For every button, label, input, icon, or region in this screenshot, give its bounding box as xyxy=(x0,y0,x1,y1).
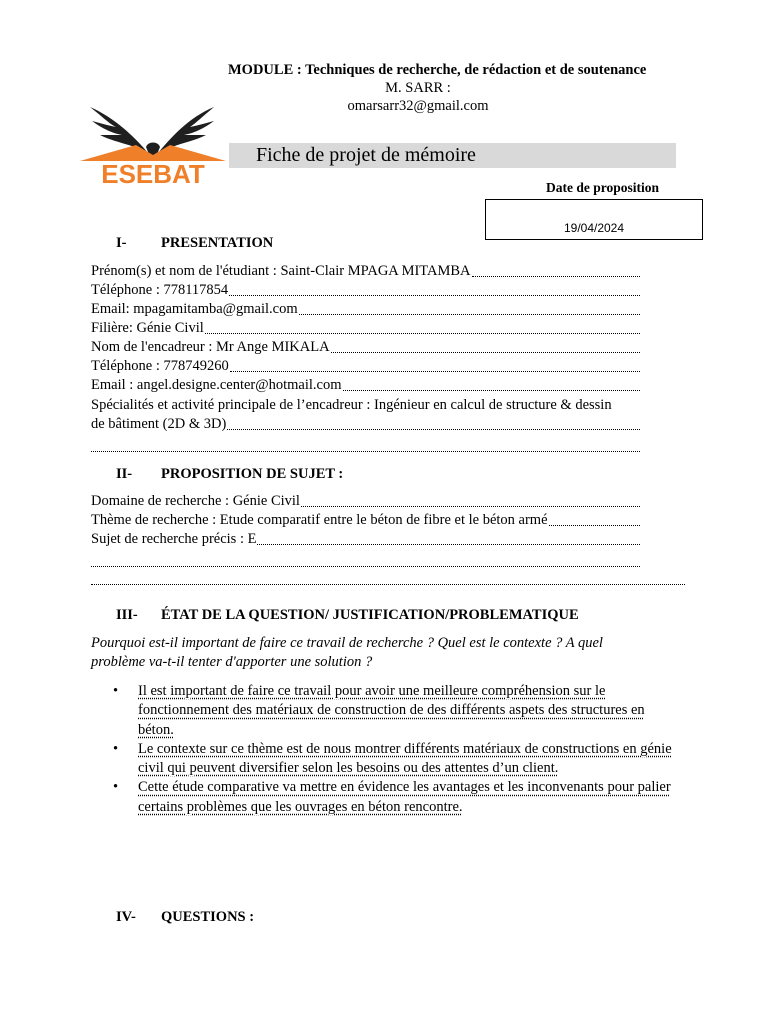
justification-list xyxy=(91,682,681,817)
field-research-domain: Domaine de recherche : Génie Civil xyxy=(91,492,640,511)
list-item: • Le contexte sur ce thème est de nous montrer différents matériaux de constructions en génie civil qui peuvent diversifier selon les besoins ou des attentes d’un client. xyxy=(113,740,672,777)
field-student-email: Email: mpagamitamba@gmail.com xyxy=(91,300,640,319)
section-title: ÉTAT DE LA QUESTION/ JUSTIFICATION/PROBLEMATIQUE xyxy=(161,607,579,623)
field-research-theme: Thème de recherche : Etude comparatif entre le béton de fibre et le béton armé xyxy=(91,511,640,530)
field-filiere: Filière: Génie Civil xyxy=(91,319,640,338)
field-supervisor-email: Email : angel.designe.center@hotmail.com xyxy=(91,376,640,395)
section-number: III- xyxy=(116,607,138,623)
teacher-name: M. SARR : xyxy=(385,80,451,96)
list-item: • Cette étude comparative va mettre en évidence les avantages et les inconvenants pour palier certains problèmes que les ouvrages en béton rencontre. xyxy=(113,779,671,815)
section-question: Pourquoi est-il important de faire ce travail de recherche ? Quel est le contexte ? A quel problème va-t-il tenter d'apporter une solution ? xyxy=(91,635,603,670)
blank-line xyxy=(91,566,640,567)
section-number: IV- xyxy=(116,909,136,925)
field-supervisor-name: Nom de l'encadreur : Mr Ange MIKALA xyxy=(91,338,640,357)
module-title: MODULE : Techniques de recherche, de rédaction et de soutenance xyxy=(228,62,647,78)
section-title: PROPOSITION DE SUJET : xyxy=(161,466,344,482)
field-supervisor-phone: Téléphone : 778749260 xyxy=(91,357,640,376)
list-item: • Il est important de faire ce travail pour avoir une meilleure compréhension sur le fonctionnement des matériaux de construction de des différents aspets des structures en béton. xyxy=(113,683,645,738)
section-number: I- xyxy=(116,235,127,251)
field-supervisor-specialty-cont: de bâtiment (2D & 3D) xyxy=(91,415,640,434)
teacher-email: omarsarr32@gmail.com xyxy=(347,98,489,114)
section-title: QUESTIONS : xyxy=(161,909,255,925)
field-research-subject: Sujet de recherche précis : E xyxy=(91,530,640,549)
field-supervisor-specialty: Spécialités et activité principale de l’encadreur : Ingénieur en calcul de structure & dessin xyxy=(91,397,612,413)
blank-line xyxy=(91,451,640,452)
section-number: II- xyxy=(116,466,133,482)
field-student-name: Prénom(s) et nom de l'étudiant : Saint-Clair MPAGA MITAMBA xyxy=(91,262,640,281)
section-title: PRESENTATION xyxy=(161,235,274,251)
esebat-logo xyxy=(78,105,228,185)
blank-line xyxy=(91,584,685,585)
field-student-phone: Téléphone : 778117854 xyxy=(91,281,640,300)
date-value: 19/04/2024 xyxy=(563,221,625,235)
date-label: Date de proposition xyxy=(546,180,660,195)
page-title: Fiche de projet de mémoire xyxy=(256,144,476,166)
svg-text:ESEBAT: ESEBAT xyxy=(101,159,205,185)
